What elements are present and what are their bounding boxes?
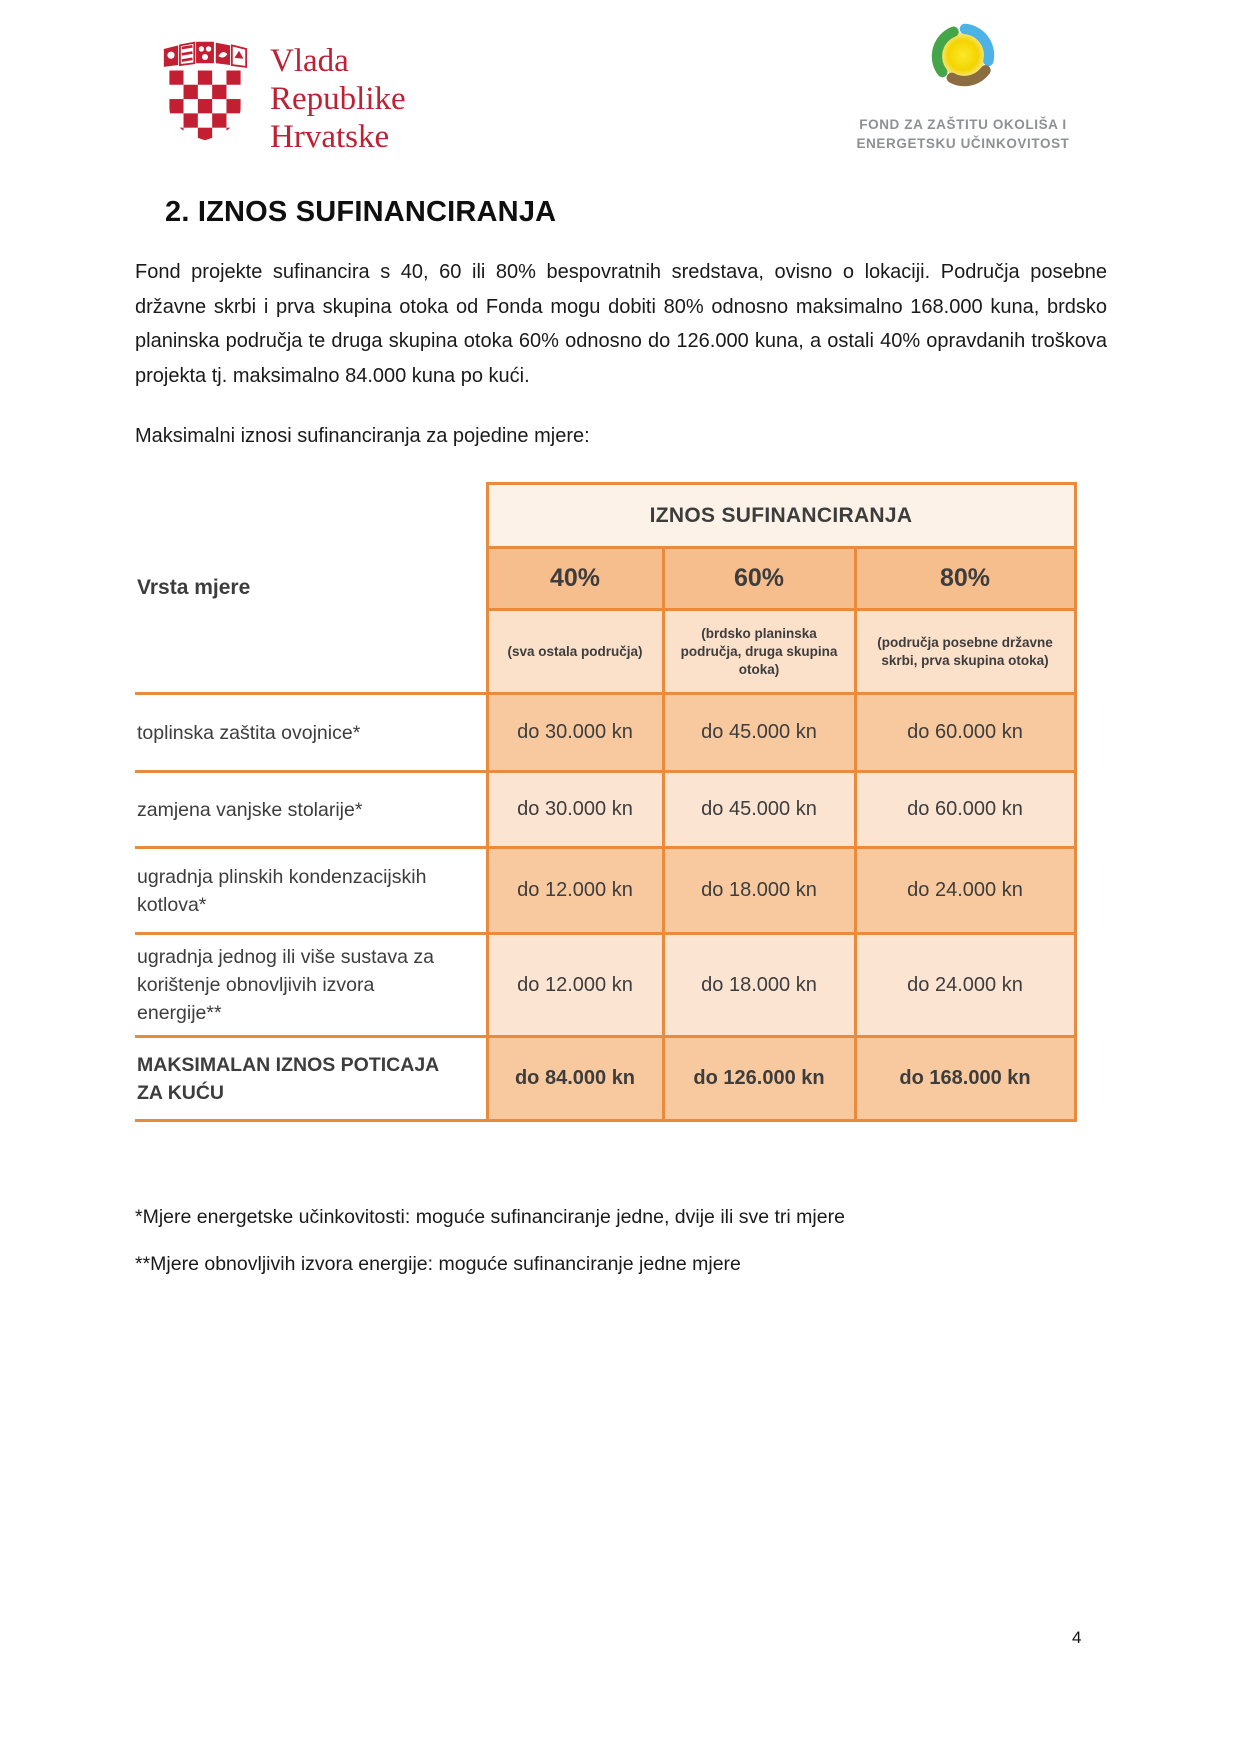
percent-cell-80: 80%: [855, 548, 1075, 610]
row-value-40: do 12.000 kn: [487, 934, 663, 1037]
row-value-60: do 18.000 kn: [663, 848, 855, 934]
footnotes: [135, 1206, 1107, 1276]
row-label: ugradnja plinskih kondenzacijskih kotlova*: [135, 848, 487, 934]
gov-logo: [160, 40, 406, 156]
intro-paragraph: Fond projekte sufinancira s 40, 60 ili 80% bespovratnih sredstava, ovisno o lokaciji. Područja posebne državne skrbi i prva skupina otoka od Fonda mogu dobiti 80% odnosno maksimalno 168.000 kuna, brdsko planinska područja te druga skupina otoka 60% odnosno do 126.000 kuna, a ostali 40% opravdanih troškova projekta tj. maksimalno 84.000 kuna po kući.: [135, 261, 1107, 387]
row-value-80: do 60.000 kn: [855, 772, 1075, 848]
section-title: 2. IZNOS SUFINANCIRANJA: [165, 196, 557, 228]
gov-logo-line-1: Vlada: [270, 43, 349, 79]
row-value-60: do 126.000 kn: [663, 1037, 855, 1121]
row-value-40: do 12.000 kn: [487, 848, 663, 934]
row-label: ugradnja jednog ili više sustava za korištenje obnovljivih izvora energije**: [135, 934, 487, 1037]
subtitle-cell-60: (brdsko planinska područja, druga skupina otoka): [663, 610, 855, 694]
table-row: [135, 694, 1075, 772]
gov-logo-text: [270, 40, 406, 156]
table-row-total: [135, 1037, 1075, 1121]
row-value-60: do 45.000 kn: [663, 772, 855, 848]
table-row: [135, 934, 1075, 1037]
table-intro-text: Maksimalni iznosi sufinanciranja za pojedine mjere:: [135, 425, 590, 447]
footnote-1: *Mjere energetske učinkovitosti: moguće sufinanciranje jedne, dvije ili sve tri mjere: [135, 1206, 845, 1228]
fund-logo: [838, 12, 1088, 153]
footnote-2: **Mjere obnovljivih izvora energije: moguće sufinanciranje jedne mjere: [135, 1253, 741, 1275]
document-content: [135, 196, 1107, 1300]
fund-sun-swirl-icon: [916, 93, 1010, 110]
row-value-80: do 24.000 kn: [855, 848, 1075, 934]
table-row: [135, 772, 1075, 848]
croatia-coat-of-arms-icon: [160, 40, 250, 147]
fund-logo-line-1: FOND ZA ZAŠTITU OKOLIŠA I: [859, 117, 1067, 132]
page-number: 4: [1072, 1628, 1082, 1647]
row-value-40: do 30.000 kn: [487, 694, 663, 772]
percent-cell-60: 60%: [663, 548, 855, 610]
gov-logo-line-3: Hrvatske: [270, 119, 390, 155]
row-label: toplinska zaštita ovojnice*: [135, 694, 487, 772]
subtitle-cell-40: (sva ostala područja): [487, 610, 663, 694]
row-label: zamjena vanjske stolarije*: [135, 772, 487, 848]
corner-header-cell: Vrsta mjere: [135, 484, 487, 694]
percent-cell-40: 40%: [487, 548, 663, 610]
row-value-40: do 84.000 kn: [487, 1037, 663, 1121]
row-value-60: do 18.000 kn: [663, 934, 855, 1037]
row-value-40: do 30.000 kn: [487, 772, 663, 848]
row-value-80: do 168.000 kn: [855, 1037, 1075, 1121]
row-value-80: do 24.000 kn: [855, 934, 1075, 1037]
row-label: MAKSIMALAN IZNOS POTICAJA ZA KUĆU: [135, 1037, 487, 1121]
cofinancing-table: [135, 482, 1077, 1122]
table-row: [135, 848, 1075, 934]
row-value-60: do 45.000 kn: [663, 694, 855, 772]
subtitle-cell-80: (područja posebne državne skrbi, prva skupina otoka): [855, 610, 1075, 694]
row-value-80: do 60.000 kn: [855, 694, 1075, 772]
main-header-cell: IZNOS SUFINANCIRANJA: [487, 484, 1075, 548]
table-main-header-row: [135, 484, 1075, 548]
fund-logo-text: [838, 115, 1088, 153]
gov-logo-line-2: Republike: [270, 81, 406, 117]
fund-logo-line-2: ENERGETSKU UČINKOVITOST: [856, 136, 1070, 151]
